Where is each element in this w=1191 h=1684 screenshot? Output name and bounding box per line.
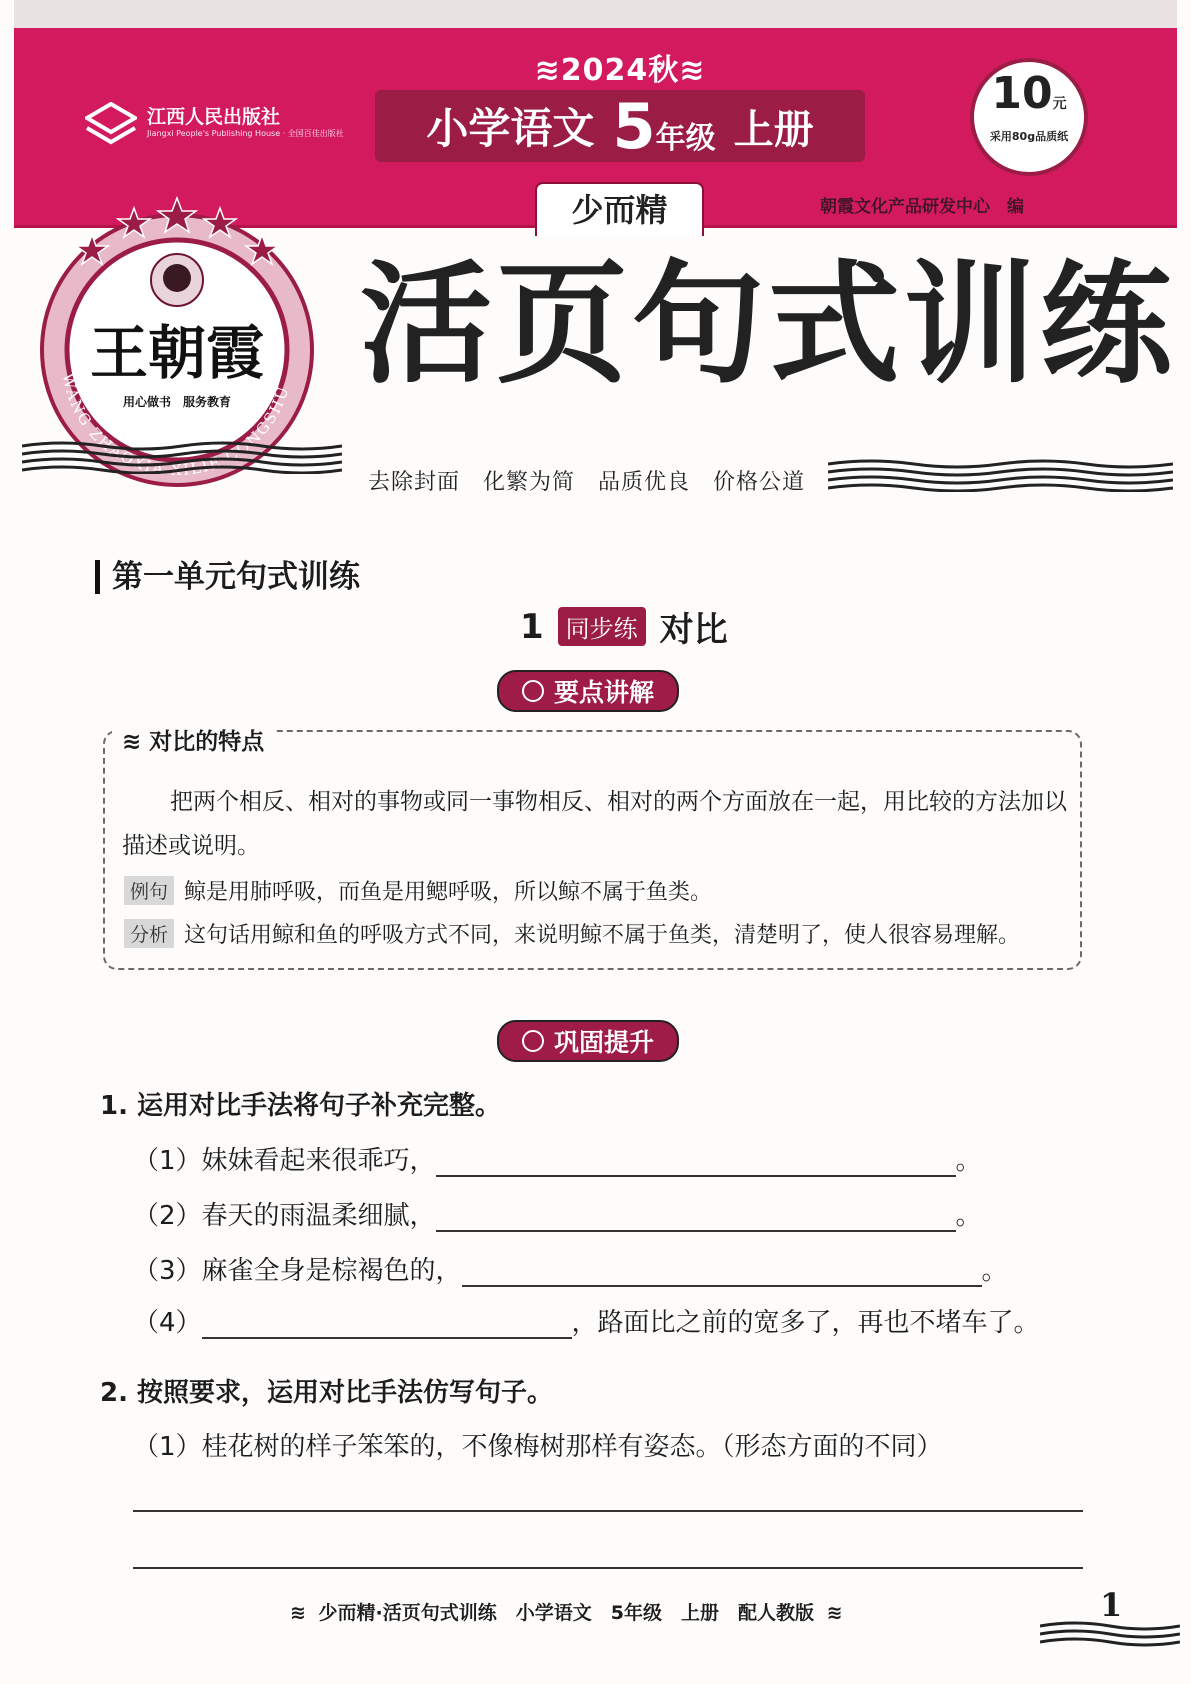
answer-blank[interactable]	[202, 1309, 572, 1339]
series-tag: 少而精	[535, 182, 704, 236]
period: 。	[955, 1201, 982, 1231]
slogan: 去除封面 化繁为简 品质优良 价格公道	[368, 470, 806, 495]
analysis-text: 这句话用鲸和鱼的呼吸方式不同，来说明鲸不属于鱼类，清楚明了，使人很容易理解。	[184, 923, 1021, 948]
period: 。	[955, 1146, 982, 1176]
analysis-line	[124, 918, 1020, 949]
lesson-heading	[520, 602, 728, 651]
medal-icon	[522, 1030, 544, 1052]
lesson-title: 对比	[659, 610, 728, 650]
emblem-motto: 用心做书 服务教育	[122, 395, 232, 409]
question-1-item-1	[133, 1140, 982, 1177]
page-number: 1	[1100, 1586, 1123, 1624]
footer-text: ≋ 少而精·活页句式训练 小学语文 5年级 上册 配人教版 ≋	[290, 1602, 843, 1624]
lesson-number: 1	[520, 606, 544, 647]
header-top-strip	[14, 0, 1177, 28]
definition-text: 把两个相反、相对的事物或同一事物相反、相对的两个方面放在一起，用比较的方法加以描述或说明。	[122, 789, 1067, 859]
item-text: （1）妹妹看起来很乖巧，	[133, 1146, 436, 1176]
question-1-item-4	[133, 1302, 1040, 1339]
price-unit: 元	[1052, 96, 1067, 112]
publisher-logo	[85, 96, 344, 156]
section-pill-key-points	[497, 670, 679, 712]
answer-line[interactable]	[133, 1510, 1083, 1512]
publisher-icon	[85, 102, 137, 148]
question-1: 1. 运用对比手法将句子补充完整。	[100, 1091, 502, 1121]
emblem-name: 王朝霞	[89, 319, 265, 387]
lesson-badge: 同步练	[558, 607, 646, 646]
main-title: 活页句式训练	[360, 247, 1176, 402]
price-value: 10	[991, 68, 1053, 119]
example-line	[124, 875, 712, 906]
item-text: （4）	[133, 1308, 202, 1338]
analysis-label: 分析	[124, 919, 174, 948]
answer-blank[interactable]	[436, 1147, 956, 1177]
question-2-item-1	[133, 1426, 943, 1463]
item-text: （1）桂花树的样子笨笨的，不像梅树那样有姿态。（形态方面的不同）	[133, 1432, 943, 1462]
left-wave-decoration	[22, 440, 342, 474]
section-label: 巩固提升	[553, 1028, 654, 1057]
item-tail: ，路面比之前的宽多了，再也不堵车了。	[571, 1308, 1040, 1338]
medal-icon	[522, 680, 544, 702]
example-text: 鲸是用肺呼吸，而鱼是用鳃呼吸，所以鲸不属于鱼类。	[184, 880, 713, 905]
item-text: （2）春天的雨温柔细腻，	[133, 1201, 436, 1231]
grade-label: 年级	[655, 120, 716, 156]
paper-note: 采用80g品质纸	[989, 130, 1069, 143]
answer-blank[interactable]	[436, 1202, 956, 1232]
price-badge	[970, 58, 1088, 176]
publisher-name: 江西人民出版社	[147, 106, 281, 128]
question-1-item-3	[133, 1250, 1008, 1287]
answer-blank[interactable]	[462, 1257, 982, 1287]
item-text: （3）麻雀全身是棕褐色的，	[133, 1256, 462, 1286]
example-label: 例句	[124, 876, 174, 905]
publisher-subtitle: Jiangxi People's Publishing House · 全国百佳出版社	[147, 129, 344, 138]
right-wave-decoration	[828, 458, 1173, 492]
subject-label: 小学语文	[426, 104, 595, 153]
box-title: ≋ 对比的特点	[112, 723, 274, 756]
editor-credit: 朝霞文化产品研发中心 编	[820, 197, 1024, 217]
section-pill-practice	[497, 1020, 679, 1062]
answer-line[interactable]	[133, 1567, 1083, 1569]
question-1-item-2	[133, 1195, 982, 1232]
question-2: 2. 按照要求，运用对比手法仿写句子。	[100, 1378, 554, 1408]
grade-number: 5	[612, 89, 656, 163]
footer-wave-decoration	[1040, 1620, 1180, 1650]
unit-title: 第一单元句式训练	[95, 560, 360, 594]
emblem-ring-text: WANG ZHAOXIA XILIE CONGSHU	[58, 371, 293, 480]
grade-box	[375, 90, 865, 162]
season-label: ≋2024秋≋	[534, 53, 706, 88]
volume-label: 上册	[733, 106, 814, 153]
section-label: 要点讲解	[553, 678, 654, 707]
period: 。	[981, 1256, 1008, 1286]
